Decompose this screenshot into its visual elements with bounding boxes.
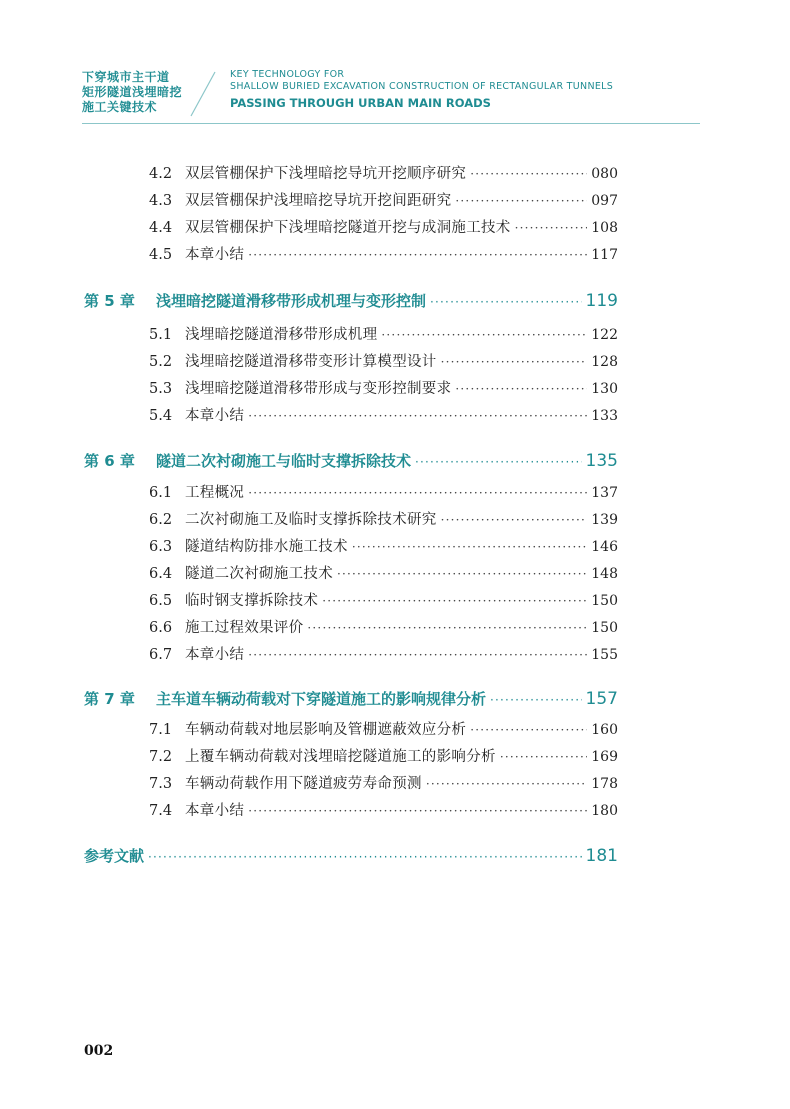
- section-title: 本章小结: [185, 803, 245, 819]
- header-english-title: [230, 69, 613, 111]
- section-title: 隧道二次衬砌施工技术: [185, 566, 333, 582]
- page-number: 002: [84, 1043, 114, 1059]
- section-page: 148: [591, 566, 618, 582]
- toc-section-row[interactable]: [149, 798, 618, 824]
- header-en-line: PASSING THROUGH URBAN MAIN ROADS: [230, 96, 491, 110]
- section-page: 150: [591, 620, 618, 636]
- section-number: 6.6: [149, 620, 173, 636]
- section-title: 车辆动荷载对地层影响及管棚遮蔽效应分析: [185, 722, 467, 738]
- dot-leader: [515, 215, 588, 241]
- section-page: 150: [591, 593, 618, 609]
- header-en-line: KEY TECHNOLOGY FOR: [230, 69, 345, 80]
- chapter-title: 浅埋暗挖隧道滑移带形成机理与变形控制: [156, 292, 427, 310]
- toc-section-row[interactable]: [149, 188, 618, 214]
- section-page: 128: [591, 354, 618, 370]
- dot-leader: [337, 561, 587, 587]
- dot-leader: [490, 685, 582, 715]
- toc-section-row[interactable]: [149, 215, 618, 241]
- toc-section-row[interactable]: [149, 534, 618, 560]
- dot-leader: [455, 188, 587, 214]
- dot-leader: [307, 615, 587, 641]
- section-title: 隧道结构防排水施工技术: [185, 539, 348, 555]
- section-title: 工程概况: [185, 485, 245, 501]
- dot-leader: [441, 507, 588, 533]
- toc-chapter-row[interactable]: [84, 446, 618, 476]
- toc-section-row[interactable]: [149, 403, 618, 429]
- section-page: 180: [591, 803, 618, 819]
- section-title: 本章小结: [185, 408, 245, 424]
- toc-section-row[interactable]: [149, 642, 618, 668]
- section-page: 097: [591, 193, 618, 209]
- chapter-number: 第 7 章: [84, 690, 135, 708]
- references-title: 参考文献: [84, 847, 145, 865]
- section-title: 浅埋暗挖隧道滑移带变形计算模型设计: [185, 354, 437, 370]
- dot-leader: [248, 798, 587, 824]
- dot-leader: [470, 717, 587, 743]
- section-number: 4.4: [149, 220, 173, 236]
- section-number: 5.1: [149, 327, 173, 343]
- dot-leader: [248, 642, 587, 668]
- toc-section-row[interactable]: [149, 349, 618, 375]
- toc-section-row[interactable]: [149, 561, 618, 587]
- dot-leader: [455, 376, 587, 402]
- section-page: 178: [591, 776, 618, 792]
- header-rule: [82, 123, 700, 124]
- section-page: 122: [591, 327, 618, 343]
- section-page: 169: [591, 749, 618, 765]
- section-title: 双层管棚保护浅埋暗挖导坑开挖间距研究: [185, 193, 452, 209]
- section-number: 6.1: [149, 485, 173, 501]
- dot-leader: [248, 403, 587, 429]
- dot-leader: [322, 588, 587, 614]
- toc-chapter-row[interactable]: [84, 684, 618, 714]
- toc-section-row[interactable]: [149, 771, 618, 797]
- section-title: 二次衬砌施工及临时支撑拆除技术研究: [185, 512, 437, 528]
- toc-section-row[interactable]: [149, 322, 618, 348]
- dot-leader: [500, 744, 587, 770]
- dot-leader: [470, 161, 587, 187]
- section-title: 浅埋暗挖隧道滑移带形成与变形控制要求: [185, 381, 452, 397]
- section-title: 浅埋暗挖隧道滑移带形成机理: [185, 327, 378, 343]
- dot-leader: [430, 287, 582, 317]
- dot-leader: [381, 322, 587, 348]
- section-number: 6.7: [149, 647, 173, 663]
- dot-leader: [248, 480, 587, 506]
- section-page: 133: [591, 408, 618, 424]
- chapter-title: 主车道车辆动荷载对下穿隧道施工的影响规律分析: [156, 690, 487, 708]
- chapter-number: 第 6 章: [84, 452, 135, 470]
- section-page: 137: [591, 485, 618, 501]
- section-page: 160: [591, 722, 618, 738]
- section-page: 108: [591, 220, 618, 236]
- section-title: 本章小结: [185, 247, 245, 263]
- dot-leader: [415, 447, 582, 477]
- running-header: [0, 0, 790, 130]
- section-number: 6.2: [149, 512, 173, 528]
- chapter-title: 隧道二次衬砌施工与临时支撑拆除技术: [156, 452, 412, 470]
- header-cn-line: 施工关键技术: [82, 100, 158, 114]
- section-number: 5.4: [149, 408, 173, 424]
- toc-section-row[interactable]: [149, 376, 618, 402]
- toc-section-row[interactable]: [149, 242, 618, 268]
- toc-section-row[interactable]: [149, 744, 618, 770]
- header-chinese-title: [82, 70, 192, 115]
- section-page: 117: [591, 247, 618, 263]
- section-page: 155: [591, 647, 618, 663]
- section-title: 临时钢支撑拆除技术: [185, 593, 319, 609]
- header-slash-divider: [187, 70, 217, 118]
- section-page: 146: [591, 539, 618, 555]
- section-number: 7.1: [149, 722, 173, 738]
- references-page: 181: [585, 846, 618, 866]
- dot-leader: [148, 842, 582, 872]
- section-page: 139: [591, 512, 618, 528]
- section-number: 6.3: [149, 539, 173, 555]
- section-page: 080: [591, 166, 618, 182]
- dot-leader: [248, 242, 587, 268]
- section-number: 7.2: [149, 749, 173, 765]
- toc-section-row[interactable]: [149, 615, 618, 641]
- toc-chapter-row[interactable]: [84, 286, 618, 316]
- section-number: 4.2: [149, 166, 173, 182]
- section-title: 双层管棚保护下浅埋暗挖导坑开挖顺序研究: [185, 166, 467, 182]
- section-number: 6.4: [149, 566, 173, 582]
- header-cn-line: 矩形隧道浅埋暗挖: [82, 85, 183, 99]
- section-title: 本章小结: [185, 647, 245, 663]
- toc-section-row[interactable]: [149, 161, 618, 187]
- toc-section-row[interactable]: [149, 717, 618, 743]
- section-number: 7.4: [149, 803, 173, 819]
- section-title: 上覆车辆动荷载对浅埋暗挖隧道施工的影响分析: [185, 749, 496, 765]
- section-number: 4.5: [149, 247, 173, 263]
- section-number: 5.3: [149, 381, 173, 397]
- section-number: 4.3: [149, 193, 173, 209]
- chapter-page: 157: [585, 689, 618, 709]
- header-en-line: SHALLOW BURIED EXCAVATION CONSTRUCTION OF RECTANGULAR TUNNELS: [230, 81, 614, 92]
- section-page: 130: [591, 381, 618, 397]
- section-title: 双层管棚保护下浅埋暗挖隧道开挖与成洞施工技术: [185, 220, 511, 236]
- header-cn-line: 下穿城市主干道: [82, 70, 170, 84]
- section-title: 施工过程效果评价: [185, 620, 304, 636]
- dot-leader: [352, 534, 587, 560]
- chapter-page: 135: [585, 451, 618, 471]
- toc-section-row[interactable]: [149, 588, 618, 614]
- chapter-page: 119: [585, 291, 618, 311]
- section-number: 5.2: [149, 354, 173, 370]
- section-number: 6.5: [149, 593, 173, 609]
- toc-section-row[interactable]: [149, 507, 618, 533]
- section-title: 车辆动荷载作用下隧道疲劳寿命预测: [185, 776, 422, 792]
- toc-section-row[interactable]: [149, 480, 618, 506]
- chapter-number: 第 5 章: [84, 292, 135, 310]
- dot-leader: [426, 771, 587, 797]
- toc-references-row[interactable]: [84, 841, 618, 871]
- section-number: 7.3: [149, 776, 173, 792]
- dot-leader: [441, 349, 588, 375]
